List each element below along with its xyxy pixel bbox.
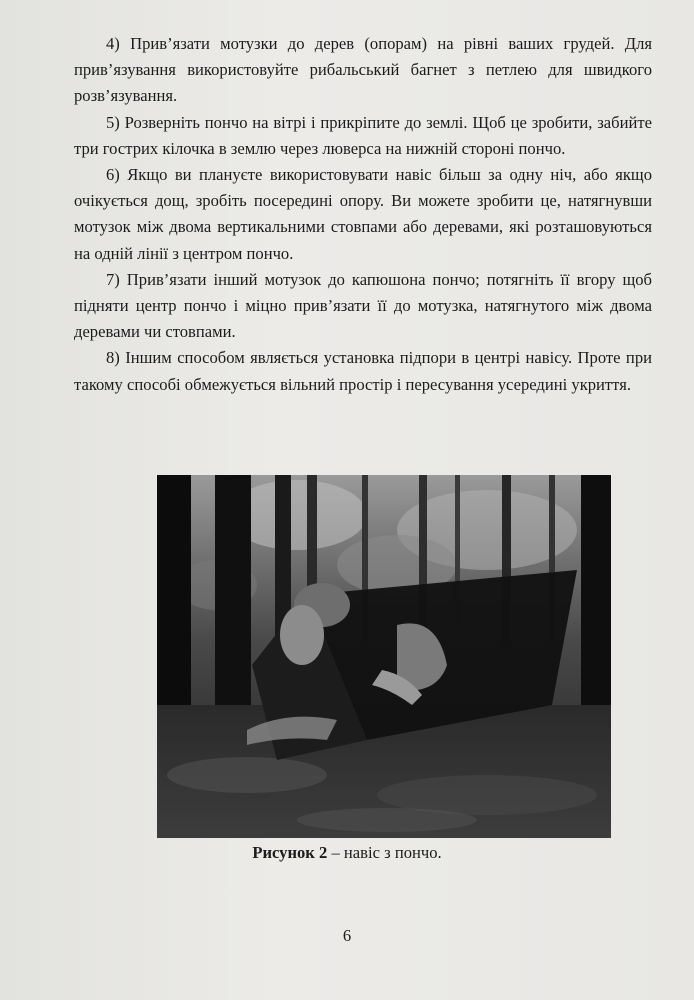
paragraph-step-6: 6) Якщо ви плануєте використовувати навіс більш за одну ніч, або якщо очікується дощ, зробіть посередині опору. Ви можете зробити це, натягнувши мотузок між двома вертикальними стовпами або деревами, які розташовуються на одній лінії з центром пончо. — [74, 165, 652, 263]
paragraph-step-5: 5) Розверніть пончо на вітрі і прикріпите до землі. Щоб це зробити, забийте три гострих кілочка в землю через люверса на нижній стороні пончо. — [74, 112, 652, 158]
paragraph-step-8: 8) Іншим способом являється установка підпори в центрі навісу. Проте при такому способі обмежується вільний простір і пересування усередині укриття. — [74, 348, 652, 394]
figure-caption-label: Рисунок 2 — [252, 843, 328, 862]
figure-caption-text: – навіс з пончо. — [327, 843, 442, 862]
poncho-shelter-photo — [157, 475, 611, 838]
body-text — [74, 31, 652, 398]
figure-caption — [0, 843, 694, 863]
paragraph-step-4: 4) Прив’язати мотузки до дерев (опорам) на рівні ваших грудей. Для прив’язування використовуйте рибальський багнет з петлею для швидкого розв’язування. — [74, 34, 652, 106]
page-number: 6 — [342, 926, 352, 945]
paragraph-step-7: 7) Прив’язати інший мотузок до капюшона пончо; потягніть її вгору щоб підняти центр пончо і міцно прив’язати її до мотузка, натягнутого між двома деревами чи стовпами. — [74, 269, 652, 342]
